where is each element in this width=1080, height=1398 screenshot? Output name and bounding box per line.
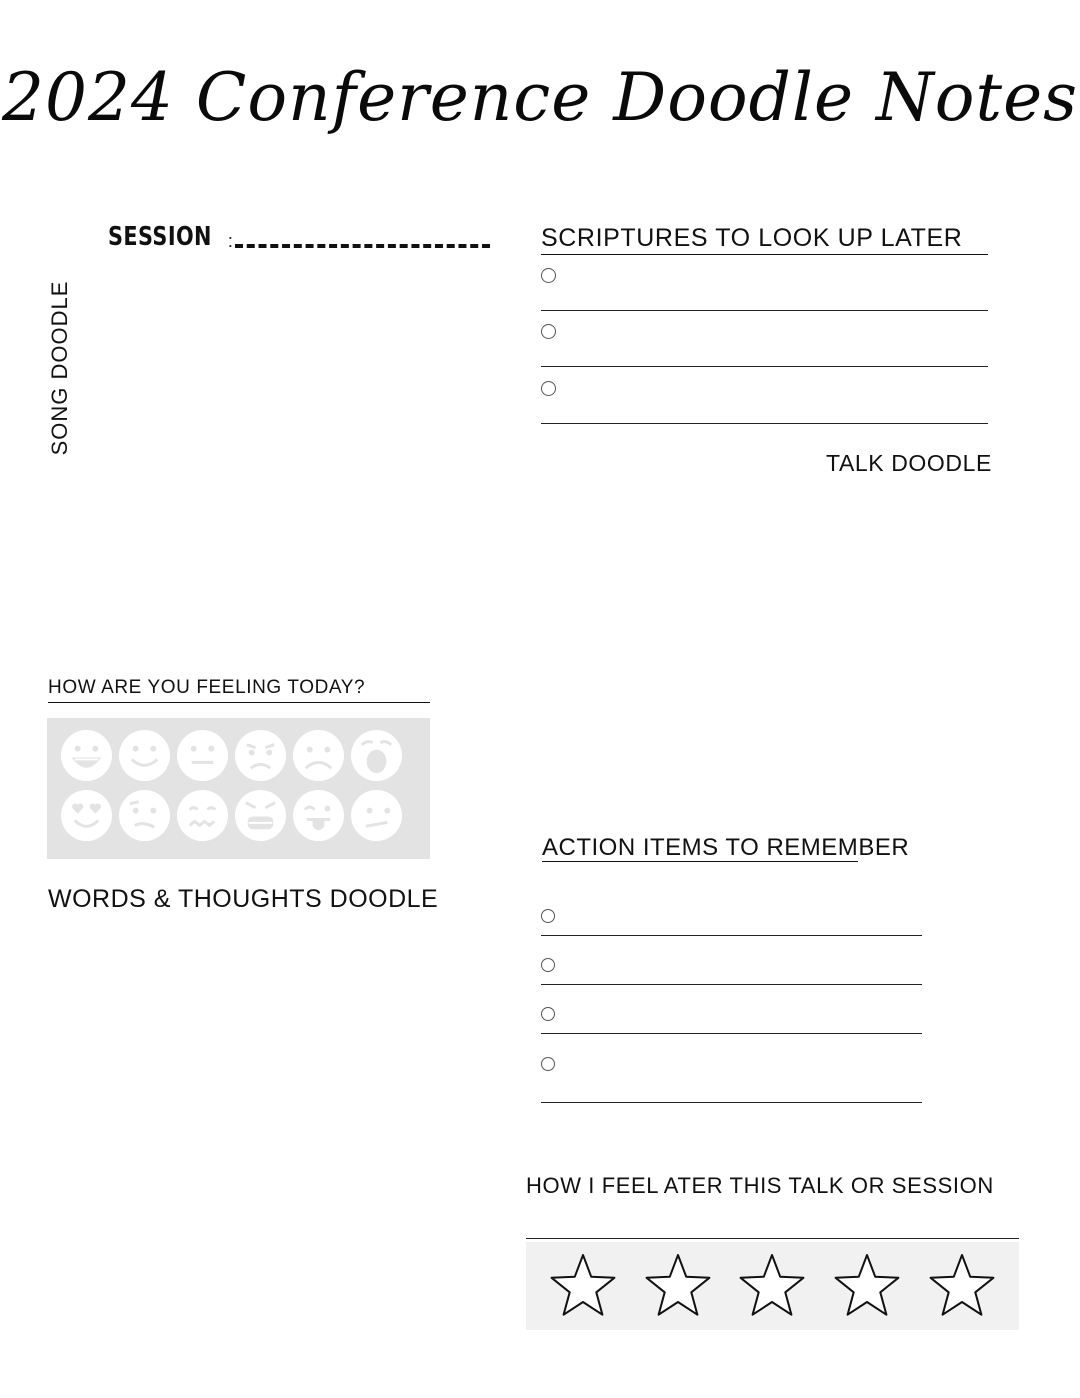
star-icon[interactable]	[643, 1251, 713, 1321]
action-item-row[interactable]	[541, 947, 922, 985]
session-label: SESSION	[108, 222, 212, 252]
scripture-row[interactable]	[541, 310, 988, 367]
scriptures-heading: SCRIPTURES TO LOOK UP LATER	[541, 224, 988, 255]
checkbox-circle-icon[interactable]	[541, 381, 556, 396]
action-item-row[interactable]	[541, 996, 922, 1034]
star-icon[interactable]	[737, 1251, 807, 1321]
talk-doodle-label: TALK DOODLE	[826, 450, 992, 476]
checkbox-circle-icon[interactable]	[541, 1057, 555, 1071]
after-talk-heading: HOW I FEEL ATER THIS TALK OR SESSION	[526, 1173, 994, 1198]
checkbox-circle-icon[interactable]	[541, 1007, 555, 1021]
woozy-face-icon[interactable]	[176, 789, 229, 842]
tongue-out-face-icon[interactable]	[292, 789, 345, 842]
smiling-face-icon[interactable]	[118, 729, 171, 782]
shocked-face-icon[interactable]	[350, 729, 403, 782]
action-items-heading-underlined: ACTION ITEMS TO REMEM	[542, 834, 859, 861]
session-field[interactable]	[108, 222, 490, 252]
after-talk-divider	[526, 1238, 1019, 1239]
session-blank-line[interactable]	[235, 244, 490, 248]
heart-eyes-face-icon[interactable]	[60, 789, 113, 842]
sad-face-icon[interactable]	[234, 729, 287, 782]
neutral-face-icon[interactable]	[176, 729, 229, 782]
checkbox-circle-icon[interactable]	[541, 324, 556, 339]
grimacing-face-icon[interactable]	[234, 789, 287, 842]
star-icon[interactable]	[927, 1251, 997, 1321]
words-thoughts-doodle-label: WORDS & THOUGHTS DOODLE	[48, 885, 439, 913]
checkbox-circle-icon[interactable]	[541, 268, 556, 283]
confused-face-icon[interactable]	[118, 789, 171, 842]
scripture-row[interactable]	[541, 254, 988, 311]
action-items-heading	[542, 834, 909, 862]
unamused-face-icon[interactable]	[350, 789, 403, 842]
star-rating	[526, 1242, 1019, 1330]
session-separator: :	[227, 231, 233, 251]
emoji-grid	[47, 718, 430, 859]
star-icon[interactable]	[548, 1251, 618, 1321]
grinning-face-icon[interactable]	[60, 729, 113, 782]
action-item-row[interactable]	[541, 1046, 922, 1103]
page-title: 2024 Conference Doodle Notes	[1, 59, 1078, 136]
checkbox-circle-icon[interactable]	[541, 909, 555, 923]
checkbox-circle-icon[interactable]	[541, 958, 555, 972]
scripture-row[interactable]	[541, 367, 988, 424]
feeling-heading: HOW ARE YOU FEELING TODAY?	[48, 677, 430, 703]
song-doodle-label: SONG DOODLE	[47, 280, 72, 456]
action-items-heading-rest: BER	[858, 834, 910, 861]
star-icon[interactable]	[832, 1251, 902, 1321]
action-item-row[interactable]	[541, 898, 922, 936]
frowning-face-icon[interactable]	[292, 729, 345, 782]
